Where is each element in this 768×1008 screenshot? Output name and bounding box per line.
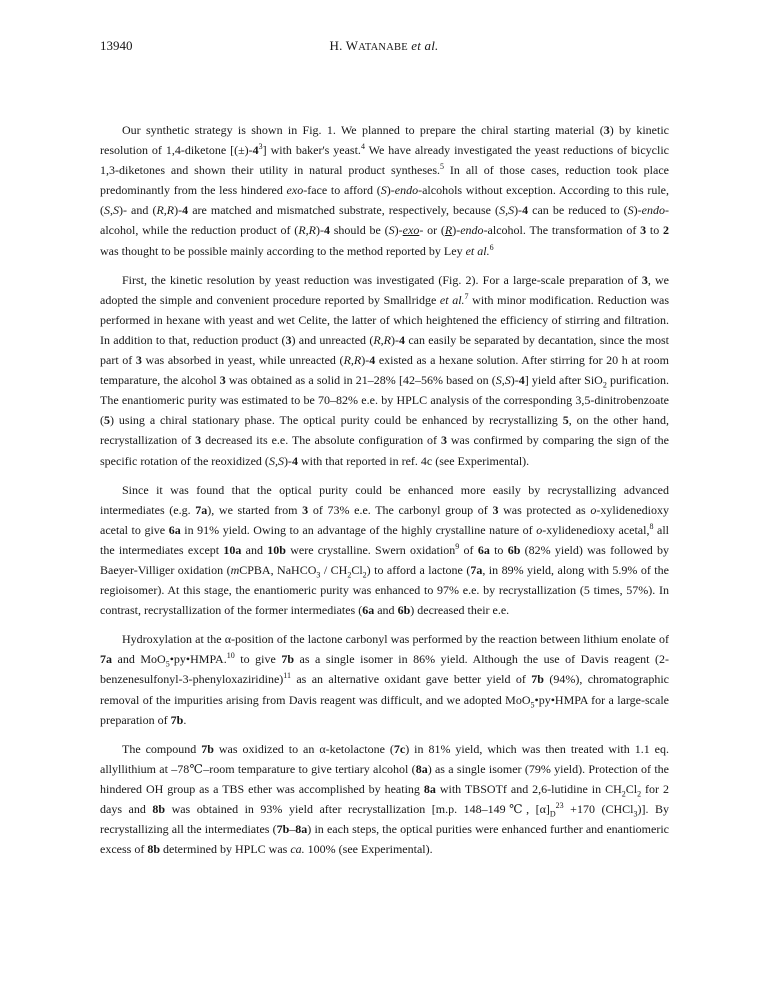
running-head: [0, 38, 768, 54]
page-number: 13940: [100, 38, 133, 53]
author-surname: ATANABE: [358, 42, 408, 53]
paragraph-hydroxylation: Hydroxylation at the α-position of the lactone carbonyl was performed by the reaction between lithium enolate of 7a and MoO$_5$•py•HMPA.$^{10}$ to give 7b as a single isomer in 86% yield. Although the use of Davis reagent (2-benzenesulfonyl-3-phenyloxaziridine)$^{11}$ as an alternative oxidant gave better yield of 7b (94%), chromatographic removal of the impurities arising from Davis reagent was difficult, and we adopted MoO$_5$•py•HMPA for a large-scale preparation of 7b.: [100, 632, 670, 727]
paragraph-synthetic-strategy: Our synthetic strategy is shown in Fig. 1. We planned to prepare the chiral starting material (3) by kinetic resolution of 1,4-diketone $[(\pm)-4^3]$ with baker's yeast.$^4$ We have already investigated the yeast reductions of bicyclic 1,3-diketones and shown their utility in natural product syntheses.$^5$ In all of those cases, reduction took place predominantly from the less hindered exo-face to afford (S)-endo-alcohols without exception. According to this rule, (S,S)- and (R,R)-4 are matched and mismatched substrate, respectively, because (S,S)-4 can be reduced to (S)-endo-alcohol, while the reduction product of (R,R)-4 should be (S)-exo- or (R)-endo-alcohol. The transformation of 3 to 2 was thought to be possible mainly according to the method reported by Ley et al.$^6$: [100, 123, 670, 258]
paragraph-kinetic-resolution: First, the kinetic resolution by yeast reduction was investigated (Fig. 2). For a large-scale preparation of 3, we adopted the simple and convenient procedure reported by Smallridge et al.$^7$ with minor modification. Reduction was performed in hexane with yeast and wet Celite, the latter of which heightened the efficiency of stirring and filtration. In addition to that, reduction product (3) and unreacted (R,R)-4 can easily be separated by decantation, since the most part of 3 was absorbed in yeast, while unreacted (R,R)-4 existed as a hexane solution. After stirring for 20 h at room temparature, the alcohol 3 was obtained as a solid in 21–28% [42–56% based on (S,S)-4] yield after SiO$_2$ purification. The enantiomeric purity was estimated to be 70–82% e.e. by HPLC analysis of the corresponding 3,5-dinitrobenzoate (5) using a chiral stationary phase. The optical purity could be enhanced by recrystallizing 5, on the other hand, recrystallization of 3 decreased its e.e. The absolute configuration of 3 was confirmed by comparing the sign of the specific rotation of the reoxidized (S,S)-4 with that reported in ref. 4c (see Experimental).: [100, 272, 670, 468]
author-initial: H. W: [329, 38, 359, 53]
body-text: [100, 120, 669, 868]
paragraph-recrystallization: Since it was found that the optical purity could be enhanced more easily by recrystallizing advanced intermediates (e.g. 7a), we started from 3 of 73% e.e. The carbonyl group of 3 was protected as o-xylidenedioxy acetal to give 6a in 91% yield. Owing to an advantage of the highly crystalline nature of o-xylidenedioxy acetal,$^8$ all the intermediates except 10a and 10b were crystalline. Swern oxidation$^9$ of 6a to 6b (82% yield) was followed by Baeyer-Villiger oxidation (mCPBA, NaHCO$_3$ / $CH_2Cl_2$) to afford a lactone (7a, in 89% yield, along with 5.9% of the regioisomer). At this stage, the enantiomeric purity was enhanced to 97% e.e. by recrystallization (5 times, 57%). In contrast, recrystallization of the former intermediates (6a and 6b) decreased their e.e.: [100, 482, 670, 618]
paragraph-ketolactone: The compound 7b was oxidized to an α-ketolactone (7c) in 81% yield, which was then treated with 1.1 eq. allyllithium at –78℃–room temparature to give tertiary alcohol (8a) as a single isomer (79% yield). Protection of the hindered OH group as a TBS ether was accomplished by heating 8a with TBSOTf and 2,6-lutidine in $CH_2Cl_2$ for 2 days and 8b was obtained in 93% yield after recrystallization [m.p. 148–149℃, $[\alpha]_D^{23} +170$ (CHCl$_3$)]. By recrystallizing all the intermediates (7b–8a) in each steps, the optical purities were enhanced further and enantiomeric excess of 8b determined by HPLC was ca. 100% (see Experimental).: [100, 741, 670, 857]
page-header: [0, 38, 768, 58]
et-al: et al.: [411, 38, 439, 53]
